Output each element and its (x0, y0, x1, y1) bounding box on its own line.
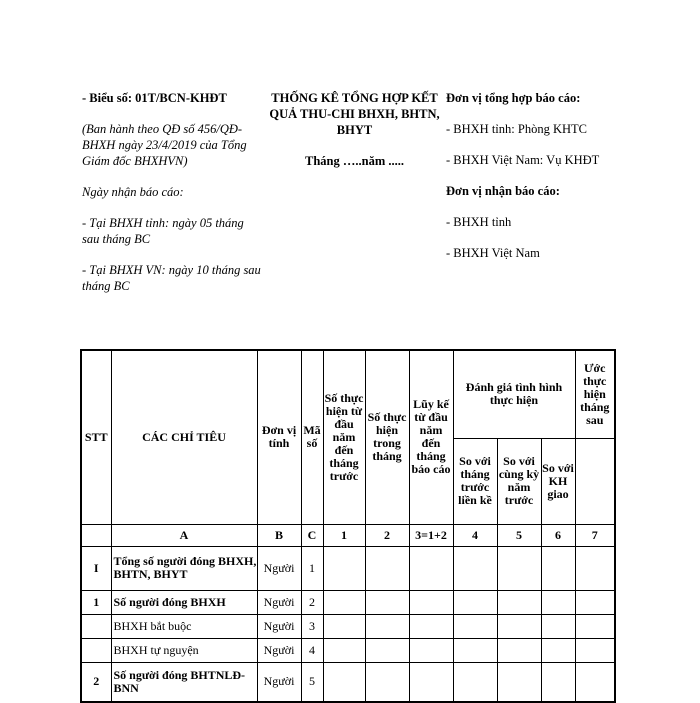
compiling-unit-label: Đơn vị tổng hợp báo cáo: (446, 91, 581, 105)
value-cell (541, 662, 575, 702)
value-cell (575, 638, 615, 662)
header-vs-prev-month: So với tháng trước liền kề (453, 438, 497, 524)
compiling-province: - BHXH tỉnh: Phòng KHTC (446, 122, 587, 136)
report-period: Tháng …..năm ..... (305, 154, 404, 168)
value-cell (497, 614, 541, 638)
letter-cell: 7 (575, 524, 615, 546)
row-stt (81, 638, 111, 662)
header-forecast: Ước thực hiện tháng sau (575, 350, 615, 438)
letter-cell: 4 (453, 524, 497, 546)
row-code: 4 (301, 638, 323, 662)
header-unit: Đơn vị tính (257, 350, 301, 524)
row-stt: 1 (81, 590, 111, 614)
table-row (81, 614, 615, 638)
row-unit: Người (257, 638, 301, 662)
header-forecast-blank (575, 438, 615, 524)
letter-cell: 6 (541, 524, 575, 546)
letter-cell: B (257, 524, 301, 546)
left-header (82, 90, 262, 294)
value-cell (323, 614, 365, 638)
value-cell (365, 638, 409, 662)
value-cell (453, 590, 497, 614)
letter-cell (81, 524, 111, 546)
value-cell (365, 614, 409, 638)
report-title: THỐNG KÊ TỔNG HỢP KẾT QUẢ THU-CHI BHXH, BHTN, BHYT (269, 91, 440, 137)
row-label: BHXH bắt buộc (111, 614, 257, 638)
header-vs-same-period: So với cùng kỳ năm trước (497, 438, 541, 524)
header-stt: STT (81, 350, 111, 524)
row-unit: Người (257, 546, 301, 590)
header-vs-plan: So với KH giao (541, 438, 575, 524)
row-code: 2 (301, 590, 323, 614)
value-cell (497, 638, 541, 662)
report-table (80, 349, 616, 703)
value-cell (365, 662, 409, 702)
row-code: 3 (301, 614, 323, 638)
header-evaluation: Đánh giá tình hình thực hiện (453, 350, 575, 438)
value-cell (575, 590, 615, 614)
value-cell (409, 614, 453, 638)
value-cell (323, 546, 365, 590)
value-cell (453, 546, 497, 590)
value-cell (453, 638, 497, 662)
value-cell (497, 662, 541, 702)
letter-cell: C (301, 524, 323, 546)
value-cell (575, 662, 615, 702)
receiving-vn: - BHXH Việt Nam (446, 246, 540, 260)
row-unit: Người (257, 614, 301, 638)
row-label: Số người đóng BHTNLĐ-BNN (111, 662, 257, 702)
receiving-unit-label: Đơn vị nhận báo cáo: (446, 184, 560, 198)
value-cell (497, 546, 541, 590)
value-cell (409, 546, 453, 590)
value-cell (575, 546, 615, 590)
value-cell (453, 662, 497, 702)
value-cell (453, 614, 497, 638)
header-this-month: Số thực hiện trong tháng (365, 350, 409, 524)
value-cell (541, 590, 575, 614)
row-label: BHXH tự nguyện (111, 638, 257, 662)
value-cell (323, 662, 365, 702)
value-cell (541, 614, 575, 638)
row-label: Tổng số người đóng BHXH, BHTN, BHYT (111, 546, 257, 590)
column-letters-row (81, 524, 615, 546)
letter-cell: 3=1+2 (409, 524, 453, 546)
letter-cell: 5 (497, 524, 541, 546)
receiving-province: - BHXH tỉnh (446, 215, 512, 229)
letter-cell: A (111, 524, 257, 546)
value-cell (365, 546, 409, 590)
row-stt: I (81, 546, 111, 590)
header-code: Mã số (301, 350, 323, 524)
value-cell (541, 638, 575, 662)
value-cell (365, 590, 409, 614)
value-cell (541, 546, 575, 590)
header-cumulative: Lũy kế từ đầu năm đến tháng báo cáo (409, 350, 453, 524)
table-row (81, 638, 615, 662)
value-cell (409, 590, 453, 614)
received-province: - Tại BHXH tỉnh: ngày 05 tháng sau tháng BC (82, 216, 244, 246)
value-cell (409, 638, 453, 662)
letter-cell: 1 (323, 524, 365, 546)
row-label: Số người đóng BHXH (111, 590, 257, 614)
value-cell (323, 638, 365, 662)
value-cell (409, 662, 453, 702)
table-row (81, 662, 615, 702)
value-cell (497, 590, 541, 614)
row-code: 1 (301, 546, 323, 590)
header-indicators: CÁC CHỈ TIÊU (111, 350, 257, 524)
right-header (446, 90, 646, 261)
row-stt: 2 (81, 662, 111, 702)
header-cumulative-prev: Số thực hiện từ đầu năm đến tháng trước (323, 350, 365, 524)
value-cell (323, 590, 365, 614)
table-row (81, 546, 615, 590)
letter-cell: 2 (365, 524, 409, 546)
value-cell (575, 614, 615, 638)
row-code: 5 (301, 662, 323, 702)
received-vn: - Tại BHXH VN: ngày 10 tháng sau tháng BC (82, 263, 261, 293)
received-date-label: Ngày nhận báo cáo: (82, 185, 184, 199)
table-row (81, 590, 615, 614)
row-stt (81, 614, 111, 638)
row-unit: Người (257, 662, 301, 702)
form-number: - Biểu số: 01T/BCN-KHĐT (82, 91, 227, 105)
center-header (262, 90, 447, 169)
row-unit: Người (257, 590, 301, 614)
issued-by: (Ban hành theo QĐ số 456/QĐ-BHXH ngày 23/4/2019 của Tổng Giám đốc BHXHVN) (82, 122, 247, 168)
compiling-vn: - BHXH Việt Nam: Vụ KHĐT (446, 153, 600, 167)
